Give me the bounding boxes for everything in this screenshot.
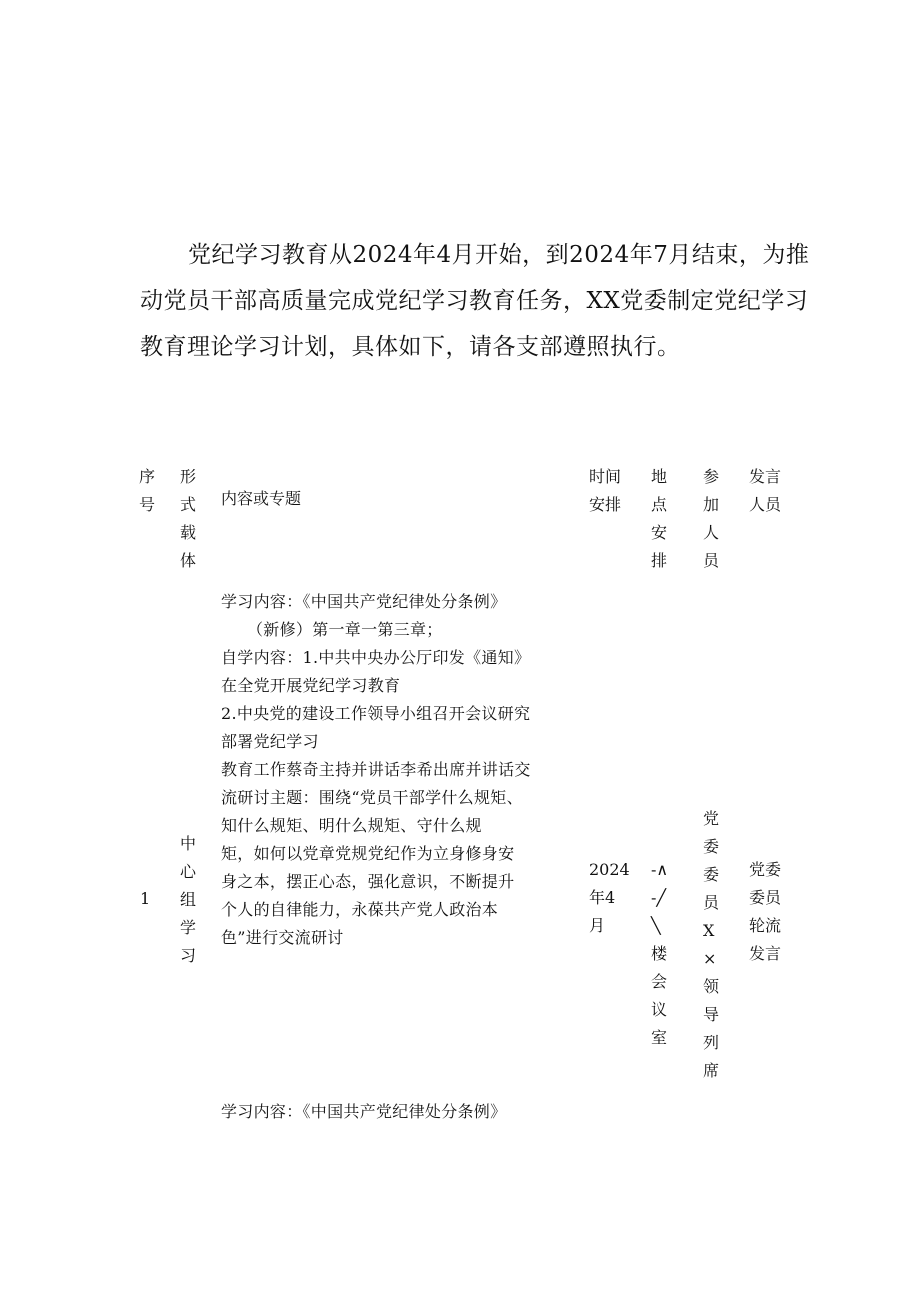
content-line: 身之本，摆正心态，强化意识，不断提升 xyxy=(221,872,515,891)
content-line: 矩，如何以党章党规党纪作为立身修身安 xyxy=(221,844,515,863)
row-1-content xyxy=(221,588,581,952)
header-form: 形式载体 xyxy=(180,467,197,570)
row-1-participants: 党委委员X×领导列席 xyxy=(703,809,720,1080)
content-line: 个人的自律能力，永葆共产党人政治本 xyxy=(221,900,499,919)
content-line: 流研讨主题：围绕“党员干部学什么规矩、 xyxy=(221,788,523,807)
header-time: 时间安排 xyxy=(589,467,622,514)
header-seq: 序号 xyxy=(139,467,156,514)
row-2-content: 学习内容：《中国共产党纪律处分条例》 xyxy=(221,1102,507,1121)
content-line: 知什么规矩、明什么规矩、守什么规 xyxy=(221,816,482,835)
header-participants: 参加人员 xyxy=(703,467,720,570)
header-speakers: 发言人员 xyxy=(749,467,782,514)
content-line: 在全党开展党纪学习教育 xyxy=(221,676,401,695)
row-1-location: -∧-╱╲楼会议室 xyxy=(651,860,669,1047)
intro-text: 党纪学习教育从2024年4月开始，到2024年7月结束，为推动党员干部高质量完成党纪学习教育任务，XX党委制定党纪学习教育理论学习计划，具体如下，请各支部遵照执行。 xyxy=(140,242,810,360)
header-content: 内容或专题 xyxy=(221,489,302,508)
content-line: 学习内容：《中国共产党纪律处分条例》 xyxy=(221,592,507,611)
header-location: 地点安排 xyxy=(651,467,668,570)
content-line: 部署党纪学习 xyxy=(221,732,319,751)
row-1-speakers: 党委委员轮流发言 xyxy=(749,860,782,963)
row-1-time: 2024年4月 xyxy=(589,860,630,935)
content-line: 2.中央党的建设工作领导小组召开会议研究 xyxy=(221,704,531,723)
content-line: 色”进行交流研讨 xyxy=(221,928,344,947)
content-line: （新修）第一章一第三章； xyxy=(247,620,443,639)
intro-paragraph xyxy=(140,232,820,370)
content-line: 自学内容：1.中共中央办公厅印发《通知》 xyxy=(221,648,531,667)
content-line: 教育工作蔡奇主持并讲话李希出席并讲话交 xyxy=(221,760,531,779)
row-1-form: 中心组学习 xyxy=(180,834,197,965)
row-1-seq: 1 xyxy=(140,889,151,908)
